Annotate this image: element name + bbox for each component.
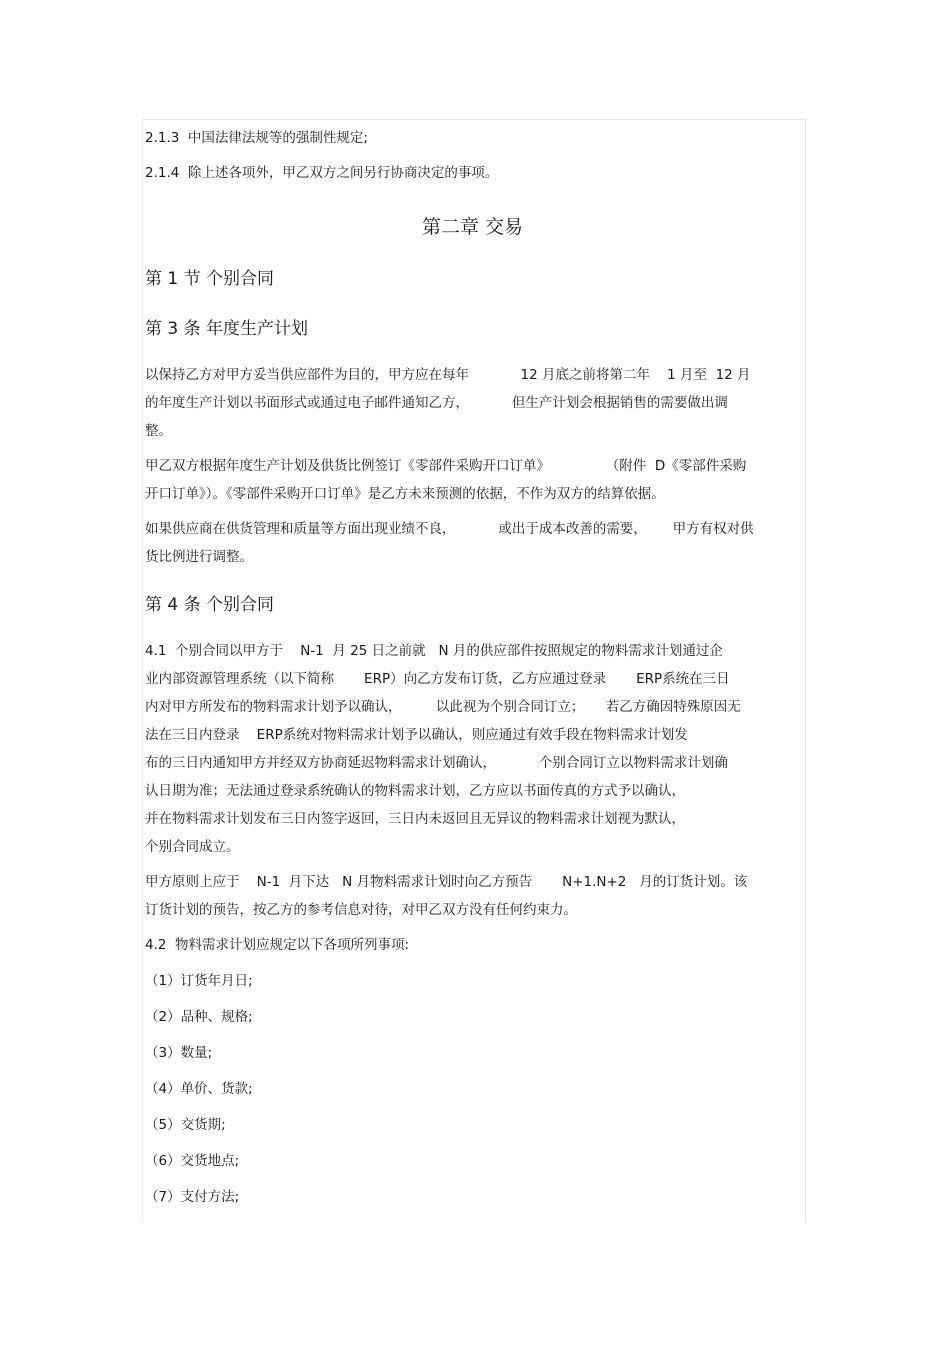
chapter-title: 第二章 交易 <box>421 216 524 238</box>
list-item: （4）单价、货款; <box>145 1081 253 1097</box>
article-3-paragraph-3: 如果供应商在供货管理和质量等方面出现业绩不良， 或出于成本改善的需要， 甲方有权对供 货比例进行调整。 <box>145 521 754 565</box>
article-4-paragraph-2: 甲方原则上应于 N-1 月下达 N 月物料需求计划时向乙方预告 N+1.N+2 月的订货计划。该 订货计划的预告，按乙方的参考信息对待，对甲乙双方没有任何约束力。 <box>145 874 748 918</box>
article-4-paragraph-1: 4.1 个别合同以甲方于 N-1 月 25 日之前就 N 月的供应部件按照规定的物料需求计划通过企 业内部资源管理系统（以下简称 ERP）向乙方发布订货，乙方应通过登录 ERP系统在三日 内对甲方所发布的物料需求计划予以确认， 以此视为个别合同订立； 若乙方确因特殊原因无 法在三日内登录 ERP系统对物料需求计划予以确认，则应通过有效手段在物料需求计划发 布的三日内通知甲方并经双方协商延迟物料需求计划确认， 个别合同订立以物料需求计划确 认日期为准；无法通过登录系统确认的物料需求计划，乙方应以书面传真的方式予以确认， 并在物料需求计划发布三日内签字返回，三日内未返回且无异议的物料需求计划视为默认， 个别合同成立。 <box>145 643 741 855</box>
list-item: （6）交货地点; <box>145 1153 240 1169</box>
article-4-title: 第 4 条 个别合同 <box>145 595 275 615</box>
list-item: （2）品种、规格; <box>145 1009 253 1025</box>
list-item: （7）支付方法; <box>145 1189 240 1205</box>
article-3-paragraph-2: 甲乙双方根据年度生产计划及供货比例签订《零部件采购开口订单》 （附件 D《零部件采购 开口订单》）。《零部件采购开口订单》是乙方未来预测的依据，不作为双方的结算依据。 <box>145 458 747 502</box>
article-4-item-list <box>145 967 800 1211</box>
article-3-paragraph-1: 以保持乙方对甲方妥当供应部件为目的，甲方应在每年 12 月底之前将第二年 1 月至 12 月 的年度生产计划以书面形式或通过电子邮件通知乙方， 但生产计划会根据销售的需要做出调 整。 <box>145 367 751 439</box>
clause-2-1-4: 2.1.4 除上述各项外，甲乙双方之间另行协商决定的事项。 <box>145 165 499 181</box>
clause-2-1-3: 2.1.3 中国法律法规等的强制性规定; <box>145 130 368 146</box>
list-item: （1）订货年月日; <box>145 973 253 989</box>
document-body <box>145 124 800 1219</box>
list-item: （5）交货期; <box>145 1117 226 1133</box>
article-3-title: 第 3 条 年度生产计划 <box>145 319 309 339</box>
section-title: 第 1 节 个别合同 <box>145 269 275 289</box>
list-item: （3）数量; <box>145 1045 213 1061</box>
article-4-paragraph-3: 4.2 物料需求计划应规定以下各项所列事项: <box>145 937 410 953</box>
